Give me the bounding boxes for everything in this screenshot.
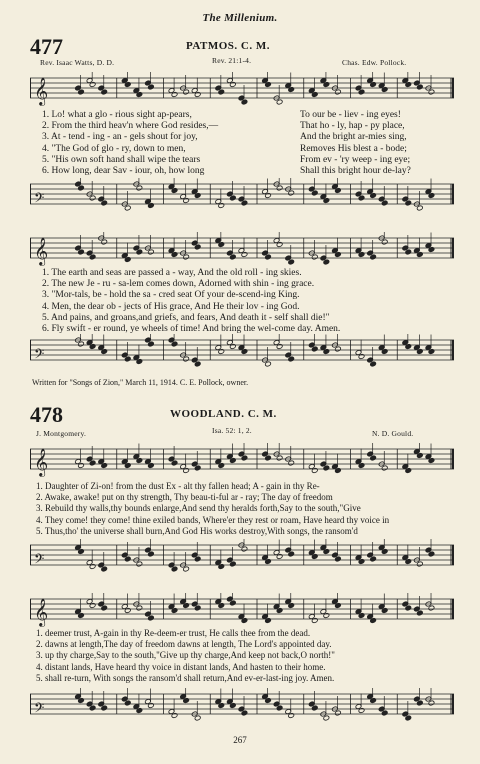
hymn-scripture: Isa. 52: 1, 2. bbox=[212, 426, 252, 435]
music-staff-treble bbox=[30, 443, 454, 477]
treble-clef-icon: 𝄞 bbox=[34, 237, 49, 265]
verse-block-full bbox=[42, 268, 462, 335]
verse-block-left bbox=[42, 110, 252, 177]
verse-line: 1. deemer trust, A-gain in thy Re-deem-er trust, He calls thee from the dead. bbox=[36, 628, 311, 638]
page-number: 267 bbox=[233, 735, 247, 745]
verse-line: 3. Rebuild thy walls,thy bounds enlarge,And send thy heralds forth,Say to the south,"Give bbox=[36, 503, 361, 514]
bass-clef-icon: 𝄢 bbox=[34, 346, 45, 365]
verse-line: 5. "His own soft hand shall wipe the tears bbox=[42, 154, 201, 165]
hymn-scripture: Rev. 21:1-4. bbox=[212, 56, 252, 65]
verse-line: And the bright ar-mies sing, bbox=[300, 132, 407, 143]
verse-line: 2. Awake, awake! put on thy strength, Thy beau-ti-ful ar - ray; The day of freedom bbox=[36, 492, 333, 503]
verse-line: 1. Daughter of Zi-on! from the dust Ex - alt thy fallen head; A - gain in thy Re- bbox=[36, 481, 320, 491]
music-staff-bass bbox=[30, 688, 454, 722]
hymn-author: Rev. Isaac Watts, D. D. bbox=[40, 58, 115, 67]
hymn-tune-name: PATMOS. C. M. bbox=[186, 40, 270, 52]
verse-line: 5. Thus,tho' the universe shall burn,And God His works destroy,With songs, the ransom'd bbox=[36, 525, 358, 536]
music-staff-treble bbox=[30, 72, 454, 106]
verse-line: To our be - liev - ing eyes! bbox=[300, 110, 401, 120]
music-staff-bass bbox=[30, 178, 454, 212]
music-staff-bass bbox=[30, 334, 454, 368]
verse-block-right bbox=[300, 110, 460, 177]
music-staff-bass bbox=[30, 539, 454, 573]
verse-line: 2. The new Je - ru - sa-lem comes down, Adorned with shin - ing grace. bbox=[42, 279, 315, 290]
verse-block-full bbox=[36, 628, 466, 684]
copyright-footnote: Written for "Songs of Zion," March 11, 1914. C. E. Pollock, owner. bbox=[32, 378, 249, 387]
verse-line: Removes His blest a - bode; bbox=[300, 143, 407, 154]
verse-line: 3. "Mor-tals, be - hold the sa - cred seat Of your de-scend-ing King. bbox=[42, 290, 300, 301]
hymn-author: J. Montgomery. bbox=[36, 429, 87, 438]
verse-line: 3. At - tend - ing - an - gels shout for joy, bbox=[42, 132, 198, 143]
music-staff-treble bbox=[30, 593, 454, 627]
treble-clef-icon: 𝄞 bbox=[34, 77, 49, 105]
verse-line: 3. up thy charge,Say to the south,"Give up thy charge,And keep not back,O north!" bbox=[36, 650, 335, 661]
verse-line: 4. "The God of glo - ry, down to men, bbox=[42, 143, 186, 154]
bass-clef-icon: 𝄢 bbox=[34, 700, 45, 719]
hymn-composer: N. D. Gould. bbox=[372, 429, 414, 438]
hymn-tune-name: WOODLAND. C. M. bbox=[170, 408, 277, 420]
treble-clef-icon: 𝄞 bbox=[34, 448, 49, 476]
treble-clef-icon: 𝄞 bbox=[34, 598, 49, 626]
verse-line: 2. dawns at length,The day of freedom dawns at length, The Lord's appointed day. bbox=[36, 639, 332, 650]
verse-line: 6. Fly swift - er round, ye wheels of time! And bring the wel-come day. Amen. bbox=[42, 323, 341, 334]
verse-line: 6. How long, dear Sav - iour, oh, how long bbox=[42, 165, 205, 176]
verse-line: 1. The earth and seas are passed a - way, And the old roll - ing skies. bbox=[42, 268, 302, 278]
verse-line: 5. And pains, and groans,and griefs, and fears, And death it - self shall die!" bbox=[42, 312, 330, 323]
verse-line: 4. Men, the dear ob - jects of His grace, And He their lov - ing God. bbox=[42, 301, 300, 312]
page-header: The Millenium. bbox=[202, 12, 278, 24]
hymn-composer: Chas. Edw. Pollock. bbox=[342, 58, 407, 67]
hymn-number: 478 bbox=[30, 402, 63, 427]
verse-block-full bbox=[36, 481, 466, 537]
music-staff-treble bbox=[30, 232, 454, 266]
verse-line: 5. shall re-turn, With songs the ransom'd shall return,And ev-er-last-ing joy. Amen. bbox=[36, 672, 335, 683]
verse-line: From ev - 'ry weep - ing eye; bbox=[300, 154, 411, 165]
verse-line: 2. From the third heav'n where God resides,— bbox=[42, 121, 219, 132]
verse-line: That ho - ly, hap - py place, bbox=[300, 121, 405, 132]
verse-line: 1. Lo! what a glo - rious sight ap-pears, bbox=[42, 110, 192, 120]
hymn-number: 477 bbox=[30, 34, 63, 59]
bass-clef-icon: 𝄢 bbox=[34, 551, 45, 570]
verse-line: 4. They come! they come! thine exiled bands, Where'er they rest or roam, Have heard thy voice in bbox=[36, 514, 390, 525]
verse-line: Shall this bright hour de-lay? bbox=[300, 165, 411, 176]
bass-clef-icon: 𝄢 bbox=[34, 190, 45, 209]
verse-line: 4. distant lands, Have heard thy voice in distant lands, And hasten to their home. bbox=[36, 661, 326, 672]
